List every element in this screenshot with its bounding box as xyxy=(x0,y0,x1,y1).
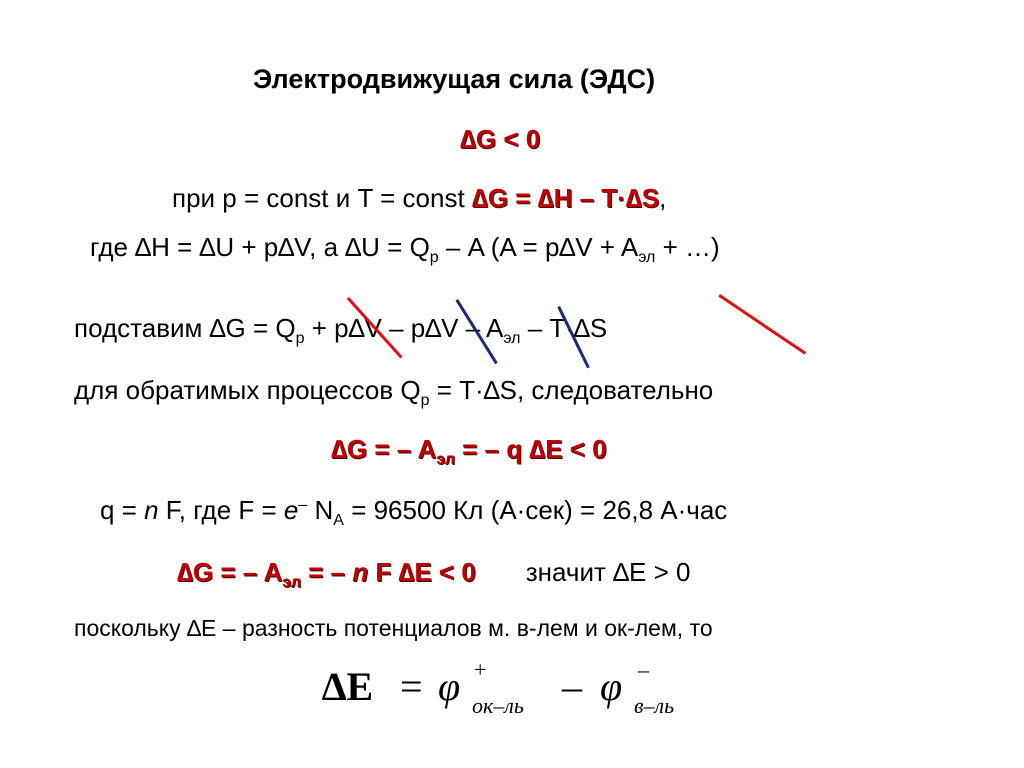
reversible-text: для обратимых процессов Q xyxy=(74,375,421,405)
n-var: n xyxy=(352,557,369,587)
subscript-el: эл xyxy=(638,249,656,266)
eq-part2: = – xyxy=(300,557,353,587)
subscript-oxidizer: ок–ль xyxy=(472,693,524,718)
subscript-a: A xyxy=(333,512,344,529)
strike-tds xyxy=(718,294,806,355)
gibbs-equation: ∆G = ∆H – T·∆S xyxy=(471,183,660,213)
conditions-text: при p = const и T = const xyxy=(172,183,472,213)
eq-part2: = – q ∆E < 0 xyxy=(454,434,607,464)
gibbs-condition: ∆G < 0 xyxy=(460,124,541,154)
substitute-text: подставим ∆G = Q xyxy=(74,313,296,343)
phi-reducer: φ xyxy=(600,664,623,709)
minus-sign: – xyxy=(562,664,582,709)
q-text: q = xyxy=(100,495,145,525)
line-conditions xyxy=(172,183,666,214)
subscript-p: р xyxy=(429,249,439,266)
eq-part3: F ∆E < 0 xyxy=(368,557,476,587)
enthalpy-text: где ∆H = ∆U + p∆V, а ∆U = Q xyxy=(90,232,430,262)
line-reversible xyxy=(74,375,714,409)
delta-e: ∆E xyxy=(322,664,374,709)
minus-superscript: – xyxy=(298,496,308,514)
phi-oxidizer: φ xyxy=(438,664,461,709)
reversible-end: = T·∆S, следовательно xyxy=(429,375,714,405)
ellipsis-text: + …) xyxy=(655,232,720,262)
line-emf-conclusion xyxy=(177,557,691,591)
n-var: n xyxy=(144,495,159,525)
substitute-middle: + p∆V – p∆V – A xyxy=(304,313,504,343)
eq-part1: ∆G = – A xyxy=(331,434,437,464)
faraday-text: F, где F = xyxy=(158,495,284,525)
gibbs-faraday-equation xyxy=(177,557,476,591)
page-title: Электродвижущая сила (ЭДС) xyxy=(253,64,656,94)
line-substitute xyxy=(74,313,608,347)
subscript-p: р xyxy=(420,392,430,409)
superscript-plus: + xyxy=(474,657,487,682)
subscript-p: р xyxy=(295,330,305,347)
gibbs-work-equation xyxy=(331,434,607,468)
line-potential-difference: поскольку ∆E – разность потенциалов м. в-лем и ок-лем, то xyxy=(74,615,713,641)
therefore-text: значит ∆E > 0 xyxy=(525,557,691,587)
superscript-minus: – xyxy=(638,657,649,682)
substitute-end: – T·∆S xyxy=(520,313,608,343)
work-text: – A (A = p∆V + A xyxy=(438,232,639,262)
subscript-el: эл xyxy=(503,330,521,347)
equals-sign: = xyxy=(400,664,423,709)
emf-formula xyxy=(322,657,722,723)
subscript-el: эл xyxy=(436,451,455,468)
e-var: e xyxy=(283,495,299,525)
subscript-el: эл xyxy=(282,574,301,591)
line-enthalpy xyxy=(90,232,720,266)
eq-part1: ∆G = – A xyxy=(177,557,283,587)
n-avogadro: N xyxy=(307,495,334,525)
faraday-value: = 96500 Кл (А·сек) = 26,8 А·час xyxy=(343,495,728,525)
comma: , xyxy=(659,183,667,213)
subscript-reducer: в–ль xyxy=(634,693,675,718)
line-faraday xyxy=(100,495,728,529)
